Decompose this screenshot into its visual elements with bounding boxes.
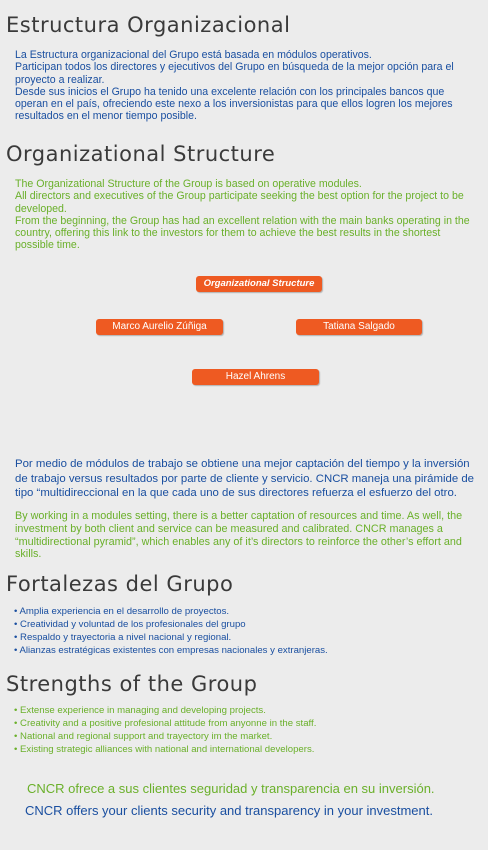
list-item: • Creatividad y voluntad de los profesionales del grupo [14,619,328,632]
organizational-paragraphs [15,178,477,252]
org-chart-left-box: Marco Aurelio Zúñiga [96,319,223,335]
list-item: • Respaldo y trayectoria a nivel nacional y regional. [14,632,328,645]
list-item: • Extense experience in managing and developing projects. [14,705,316,718]
org-chart-bottom-box: Hazel Ahrens [192,369,319,385]
org-chart-right-box: Tatiana Salgado [296,319,422,335]
list-item: • Amplia experiencia en el desarrollo de proyectos. [14,606,328,619]
heading-strengths: Strengths of the Group [6,672,258,696]
list-item: • National and regional support and trayectory im the market. [14,731,316,744]
closing-statement-en: CNCR offers your clients security and transparency in your investment. [25,803,433,818]
list-item: • Creativity and a positive profesional attitude from anyonne in the staff. [14,718,316,731]
modules-paragraph-en: By working in a modules setting, there is a better captation of resources and time. As well, the investment by both client and service can be measured and calibrated. CNCR manages a “multidirectional pyramid”, which enables any of it’s directors to reinforce the other’s effort and skills. [15,510,463,561]
estructura-paragraph: Participan todos los directores y ejecutivos del Grupo en búsqueda de la mejor opción para el proyecto a realizar. [15,61,454,86]
fortalezas-list [14,606,328,658]
org-chart-title-box: Organizational Structure [196,276,322,292]
estructura-paragraph: Desde sus inicios el Grupo ha tenido una excelente relación con los principales bancos que operan en el país, ofreciendo este nexo a los inversionistas para que ellos logren los mejores resultados en el menor tiempo posible. [15,85,453,123]
closing-statement-es: CNCR ofrece a sus clientes seguridad y transparencia en su inversión. [27,781,435,796]
heading-organizational-structure: Organizational Structure [6,142,276,166]
estructura-paragraph: La Estructura organizacional del Grupo está basada en módulos operativos. [15,49,372,61]
heading-estructura-organizacional: Estructura Organizacional [6,13,291,37]
list-item: • Alianzas estratégicas existentes con empresas nacionales y extranjeras. [14,645,328,658]
estructura-paragraphs [15,49,477,123]
organizational-paragraph: All directors and executives of the Group participate seeking the best option for the project to be developed. [15,190,464,215]
list-item: • Existing strategic alliances with national and international developers. [14,744,316,757]
modules-paragraph-es: Por medio de módulos de trabajo se obtiene una mejor captación del tiempo y la inversión de trabajo versus resultados por parte de cliente y servicio. CNCR maneja una pirámide de tipo “multidireccional en la que cada uno de sus directores refuerza el esfuerzo del otro. [15,458,475,499]
strengths-list [14,705,316,757]
organizational-paragraph: From the beginning, the Group has had an excellent relation with the main banks operating in the country, offering this link to the investors for them to achieve the best results in the shortest possible time. [15,214,470,252]
organizational-paragraph: The Organizational Structure of the Group is based on operative modules. [15,178,362,190]
heading-fortalezas: Fortalezas del Grupo [6,572,234,596]
